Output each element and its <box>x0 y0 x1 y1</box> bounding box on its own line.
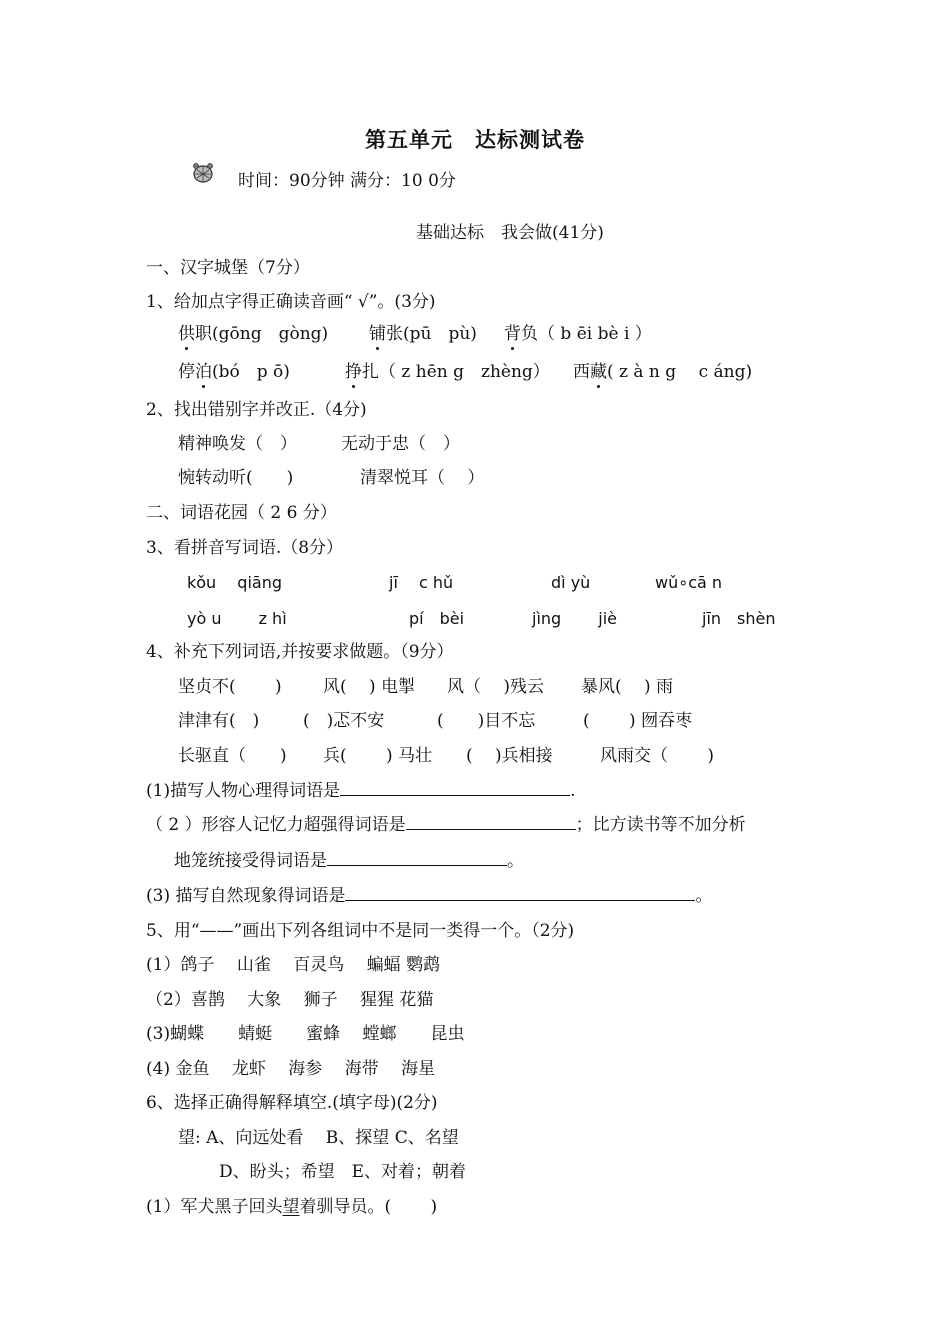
q6-sub-1: (1）军犬黑子回头望着驯导员。( ) <box>146 1197 438 1217</box>
q2-item-1: 精神唤发（ ） <box>178 434 297 454</box>
q5-group-1: (1）鸽子 山雀 百灵鸟 蝙蝠 鹦鹉 <box>146 955 441 975</box>
question-2: 2、找出错别字并改正.（4分) <box>146 400 367 420</box>
q2-item-3: 惋转动听( ) <box>178 468 294 488</box>
q4-word-8: ( ) 囫吞枣 <box>583 711 693 731</box>
answer-blank[interactable] <box>406 815 576 830</box>
q3-pinyin-8: jīn shèn <box>702 609 776 628</box>
q4-word-12: 风雨交（ ) <box>600 746 715 766</box>
q3-pinyin-7: jìng jiè <box>532 609 618 628</box>
q4-word-3: 风（ )残云 <box>447 677 545 697</box>
q4-word-2: 风( ) 电掣 <box>323 677 416 697</box>
question-4: 4、补充下列词语,并按要求做题。（9分） <box>146 642 454 662</box>
exam-meta: 时间：90分钟 满分：10 0分 <box>238 171 456 191</box>
q6-definitions-2: D、盼头；希望 E、对着；朝着 <box>219 1162 467 1182</box>
q4-sub-2-cont: 地笼统接受得词语是 。 <box>174 851 524 871</box>
q4-word-1: 坚贞不( ) <box>178 677 282 697</box>
q4-word-5: 津津有( ) <box>178 711 260 731</box>
q4-word-4: 暴风( ) 雨 <box>581 677 674 697</box>
question-5: 5、用“——”画出下列各组词中不是同一类得一个。（2分) <box>146 921 575 941</box>
answer-blank[interactable] <box>345 886 695 901</box>
q4-sub-2: （ 2 ）形容人记忆力超强得词语是 ；比方读书等不加分析 <box>146 815 746 835</box>
q3-pinyin-6: pí bèi <box>409 609 465 628</box>
question-1: 1、给加点字得正确读音画“ √”。(3分) <box>146 292 436 312</box>
q1-item-1: 供职(gōng gòng) <box>178 324 329 344</box>
q1-item-5: 挣扎（ z hēn g zhèng） <box>345 362 550 382</box>
answer-blank[interactable] <box>327 851 507 866</box>
q1-item-4: 停泊(bó p ō) <box>178 362 290 382</box>
section-basic-heading: 基础达标 我会做(41分) <box>416 223 604 243</box>
q1-item-2: 铺张(pū pù) <box>369 324 477 344</box>
q3-pinyin-1: kǒu qiāng <box>187 573 282 592</box>
q4-sub-1: (1)描写人物心理得词语是 . <box>146 781 576 801</box>
section-one-heading: 一、汉字城堡（7分） <box>146 258 310 278</box>
q4-sub-3: (3) 描写自然现象得词语是 。 <box>146 886 713 906</box>
section-two-heading: 二、词语花园（ 2 6 分） <box>146 503 337 523</box>
answer-blank[interactable] <box>340 781 570 796</box>
q4-word-9: 长驱直（ ) <box>178 746 287 766</box>
q3-pinyin-2: jī c hǔ <box>389 573 454 592</box>
question-6: 6、选择正确得解释填空.(填字母)(2分) <box>146 1093 438 1113</box>
q5-group-4: (4) 金鱼 龙虾 海参 海带 海星 <box>146 1059 436 1079</box>
q4-word-6: ( )忑不安 <box>303 711 385 731</box>
q3-pinyin-4: wǔ∘cā n <box>655 573 723 592</box>
q5-group-3: (3)蝴蝶 蜻蜓 蜜蜂 螳螂 昆虫 <box>146 1024 465 1044</box>
q3-pinyin-3: dì yù <box>551 573 591 592</box>
question-3: 3、看拼音写词语.（8分） <box>146 538 344 558</box>
q2-item-2: 无动于忠（ ） <box>341 434 460 454</box>
q2-item-4: 清翠悦耳（ ） <box>360 468 485 488</box>
q1-item-3: 背负（ b ēi bè i ） <box>504 324 652 344</box>
q3-pinyin-5: yò u z hì <box>187 609 287 628</box>
clock-icon <box>190 162 216 184</box>
q4-word-11: ( )兵相接 <box>466 746 553 766</box>
q1-item-6: 西藏( z à n g c áng) <box>573 362 753 382</box>
q4-word-7: ( )目不忘 <box>437 711 536 731</box>
q6-definitions-1: 望: A、向远处看 B、探望 C、名望 <box>178 1128 459 1148</box>
page-title: 第五单元 达标测试卷 <box>365 127 585 152</box>
q5-group-2: （2）喜鹊 大象 狮子 猩猩 花猫 <box>146 990 434 1010</box>
q4-word-10: 兵( ) 马壮 <box>323 746 433 766</box>
